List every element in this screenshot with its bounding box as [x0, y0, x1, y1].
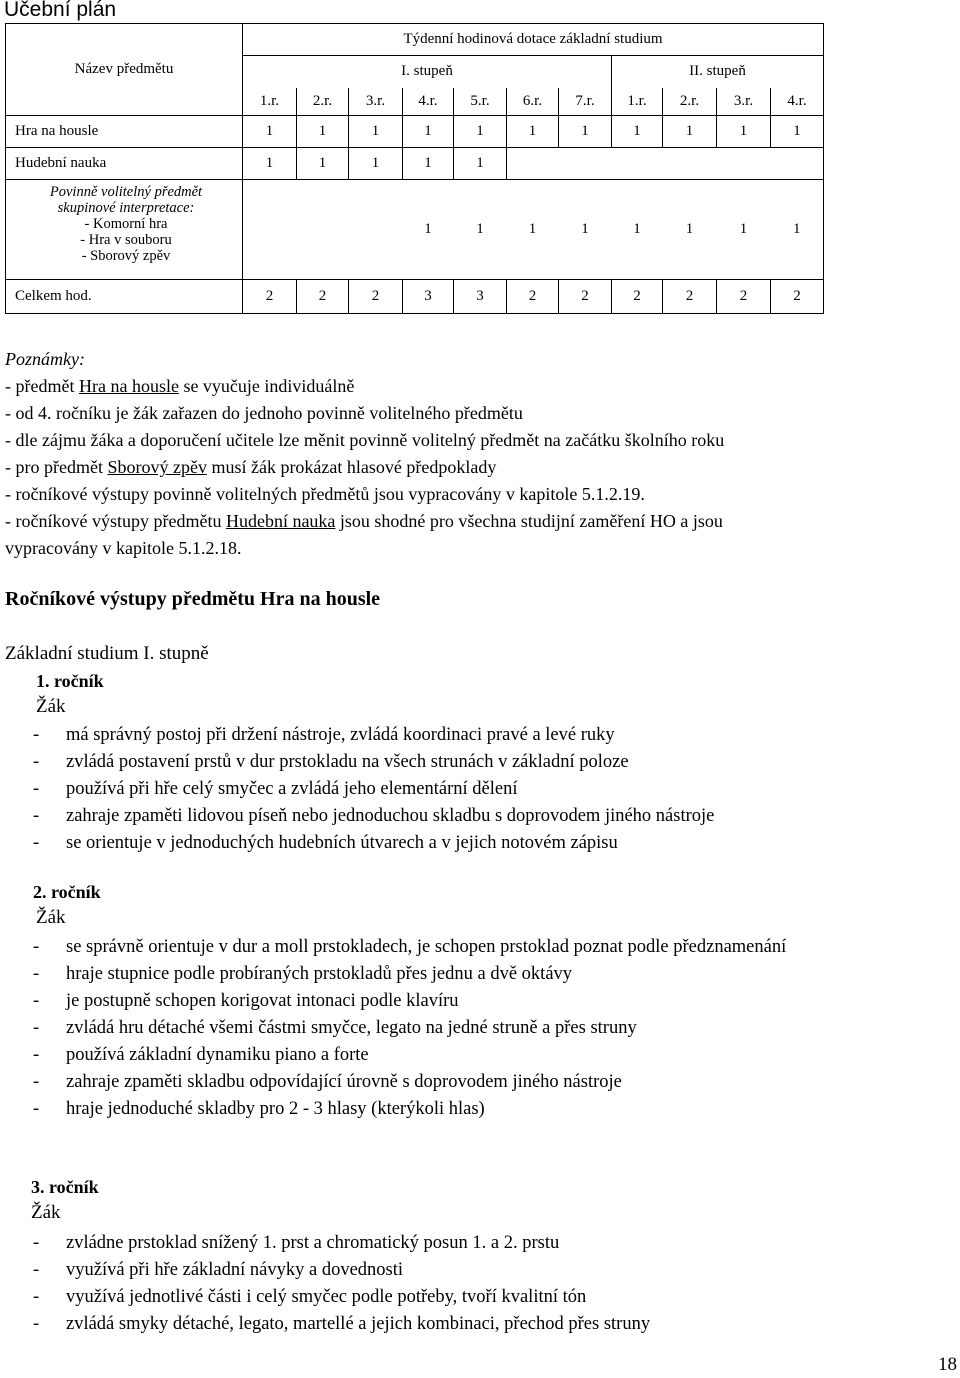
optional-item: - Sborový zpěv [81, 248, 171, 264]
optional-title-line2: skupinové interpretace: [57, 200, 195, 216]
table-cell: 1 [507, 180, 559, 280]
table-cell: 2 [559, 280, 612, 314]
table-cell: 2 [297, 280, 349, 314]
table-cell: 1 [454, 180, 507, 280]
note: - ročníkové výstupy povinně volitelných předmětů jsou vypracovány v kapitole 5.1.2.19. [5, 484, 645, 504]
table-cell [243, 180, 297, 280]
outcome-text: zvládá smyky détaché, legato, martellé a jejich kombinaci, přechod přes struny [66, 1314, 651, 1334]
note [5, 454, 724, 481]
table-cell: 1 [663, 180, 717, 280]
table-cell: 1 [612, 180, 663, 280]
note-text: jsou shodné pro všechna studijní zaměření HO a jsou [335, 511, 723, 531]
note [5, 373, 724, 400]
table-cell: 2 [771, 280, 824, 314]
table-row [6, 148, 824, 180]
outcome-text: zahraje zpaměti lidovou píseň nebo jednoduchou skladbu s doprovodem jiného nástroje [66, 806, 715, 826]
table-cell: 2 [612, 280, 663, 314]
stage1-header-cell [243, 56, 612, 88]
level-title: Základní studium I. stupně [5, 643, 209, 664]
list-item: - má správný postoj při držení nástroje, zvládá koordinaci pravé a levé ruky [33, 725, 615, 745]
table-cell: 1 [717, 116, 771, 148]
table-cell: 2 [507, 280, 559, 314]
stage1-header: I. stupeň [401, 63, 453, 80]
table-cell: 1 [507, 116, 559, 148]
outcome-text: se orientuje v jednoduchých hudebních útvarech a v jejich notovém zápisu [66, 833, 618, 853]
outcome-text: zvládá postavení prstů v dur prstokladu na všech strunách v základní poloze [66, 752, 629, 772]
note-text: - ročníkové výstupy předmětu [5, 511, 226, 531]
table-cell [663, 148, 717, 180]
year-heading: 2. ročník [33, 882, 101, 902]
table-row [6, 116, 824, 148]
outcome-text: se správně orientuje v dur a moll prstokladech, je schopen prstoklad poznat podle předznamenání [66, 937, 787, 957]
year-header: 5.r. [454, 88, 507, 116]
page-number: 18 [938, 1354, 957, 1375]
list-item: - využívá jednotlivé části i celý smyčec podle potřeby, tvoří kvalitní tón [33, 1287, 587, 1307]
dotace-header-cell [243, 24, 824, 56]
table-cell [559, 148, 612, 180]
stage2-header: II. stupeň [689, 63, 746, 80]
list-item: - zahraje zpaměti skladbu odpovídající úrovně s doprovodem jiného nástroje [33, 1072, 622, 1092]
table-cell: 1 [771, 116, 824, 148]
year-header: 6.r. [507, 88, 559, 116]
table-cell: 1 [612, 116, 663, 148]
list-item: - zvládá postavení prstů v dur prstokladu na všech strunách v základní poloze [33, 752, 629, 772]
table-cell: 3 [403, 280, 454, 314]
list-item: - zvládne prstoklad snížený 1. prst a chromatický posun 1. a 2. prstu [33, 1233, 560, 1253]
curriculum-table [5, 23, 824, 314]
note: - dle zájmu žáka a doporučení učitele lze měnit povinně volitelný předmět na začátku školního roku [5, 430, 725, 450]
outcome-text: používá základní dynamiku piano a forte [66, 1045, 369, 1065]
year-header: 3.r. [717, 88, 771, 116]
table-cell: 2 [663, 280, 717, 314]
table-cell: 1 [771, 180, 824, 280]
table-cell: 1 [297, 116, 349, 148]
table-cell: 1 [454, 148, 507, 180]
optional-title-line1: Povinně volitelný předmět [49, 184, 203, 200]
table-cell [507, 148, 559, 180]
pupil-label: Žák [31, 1202, 61, 1223]
total-label: Celkem hod. [6, 280, 243, 314]
year-header: 2.r. [297, 88, 349, 116]
list-item: - používá základní dynamiku piano a forte [33, 1045, 369, 1065]
table-cell: 1 [454, 116, 507, 148]
table-cell [771, 148, 824, 180]
table-cell: 1 [243, 116, 297, 148]
note [5, 508, 724, 535]
notes-section [5, 346, 724, 562]
outcome-text: využívá při hře základní návyky a dovednosti [66, 1260, 404, 1280]
notes-heading: Poznámky: [5, 349, 85, 369]
table-cell: 1 [717, 180, 771, 280]
pupil-label: Žák [36, 907, 66, 928]
table-cell: 1 [243, 148, 297, 180]
list-item: - se správně orientuje v dur a moll prstokladech, je schopen prstoklad poznat podle předznamenání [33, 937, 787, 957]
row-label: Hudební nauka [6, 148, 243, 180]
table-cell: 1 [663, 116, 717, 148]
note-text: musí žák prokázat hlasové předpoklady [206, 457, 497, 477]
table-cell: 3 [454, 280, 507, 314]
stage2-header-cell [612, 56, 824, 88]
outcome-text: má správný postoj při držení nástroje, zvládá koordinaci pravé a levé ruky [66, 725, 615, 745]
outcome-text: zvládne prstoklad snížený 1. prst a chromatický posun 1. a 2. prstu [66, 1233, 560, 1253]
optional-item: - Hra v souboru [80, 232, 172, 248]
outcome-text: využívá jednotlivé části i celý smyčec podle potřeby, tvoří kvalitní tón [66, 1287, 587, 1307]
note-text: se vyučuje individuálně [178, 376, 355, 396]
table-cell: 1 [559, 116, 612, 148]
outcome-text: používá při hře celý smyčec a zvládá jeho elementární dělení [66, 779, 518, 799]
table-cell: 1 [403, 148, 454, 180]
list-item: - používá při hře celý smyčec a zvládá jeho elementární dělení [33, 779, 518, 799]
table-cell [717, 148, 771, 180]
year-header: 2.r. [663, 88, 717, 116]
year-header: 7.r. [559, 88, 612, 116]
list-item: - zvládá smyky détaché, legato, martellé a jejich kombinaci, přechod přes struny [33, 1314, 651, 1334]
list-item: - se orientuje v jednoduchých hudebních útvarech a v jejich notovém zápisu [33, 833, 618, 853]
year-header: 3.r. [349, 88, 403, 116]
subject-link: Hudební nauka [225, 511, 336, 531]
pupil-label: Žák [36, 696, 66, 717]
list-item: - hraje stupnice podle probíraných prstokladů přes jednu a dvě oktávy [33, 964, 573, 984]
note: vypracovány v kapitole 5.1.2.18. [5, 538, 242, 558]
table-cell: 1 [403, 180, 454, 280]
note: - od 4. ročníku je žák zařazen do jednoho povinně volitelného předmětu [5, 403, 523, 423]
outcomes-title: Ročníkové výstupy předmětu Hra na housle [5, 588, 381, 610]
outcomes-list [0, 722, 886, 857]
outcome-text: hraje stupnice podle probíraných prstokladů přes jednu a dvě oktávy [66, 964, 573, 984]
table-cell: 1 [297, 148, 349, 180]
note-text: - předmět [5, 376, 79, 396]
list-item: - hraje jednoduché skladby pro 2 - 3 hlasy (kterýkoli hlas) [33, 1099, 485, 1119]
outcomes-list [0, 1230, 886, 1338]
year-heading: 3. ročník [31, 1177, 99, 1197]
table-cell [349, 180, 403, 280]
outcome-text: zvládá hru détaché všemi částmi smyčce, legato na jedné struně a přes struny [66, 1018, 637, 1038]
table-cell: 2 [243, 280, 297, 314]
list-item: - zvládá hru détaché všemi částmi smyčce, legato na jedné struně a přes struny [33, 1018, 637, 1038]
table-row-total [6, 280, 824, 314]
optional-item: - Komorní hra [84, 216, 168, 232]
table-cell: 2 [717, 280, 771, 314]
list-item: - využívá při hře základní návyky a dovednosti [33, 1260, 404, 1280]
table-cell: 1 [559, 180, 612, 280]
year-header: 4.r. [771, 88, 824, 116]
note-text: - pro předmět [5, 457, 108, 477]
year-header: 1.r. [612, 88, 663, 116]
table-cell: 1 [349, 116, 403, 148]
row-label: Hra na housle [6, 116, 243, 148]
outcome-text: zahraje zpaměti skladbu odpovídající úrovně s doprovodem jiného nástroje [66, 1072, 622, 1092]
year-heading: 1. ročník [36, 671, 104, 691]
subject-header: Název předmětu [74, 61, 174, 77]
table-cell: 2 [349, 280, 403, 314]
table-cell: 1 [349, 148, 403, 180]
optional-subject-cell [6, 180, 243, 280]
table-row [6, 180, 824, 280]
table-cell [612, 148, 663, 180]
outcomes-list [0, 934, 886, 1123]
subject-link: Sborový zpěv [107, 457, 207, 477]
document-title: Učební plán [4, 0, 117, 21]
list-item: - zahraje zpaměti lidovou píseň nebo jednoduchou skladbu s doprovodem jiného nástroje [33, 806, 715, 826]
subject-link: Hra na housle [78, 376, 179, 396]
year-header: 4.r. [403, 88, 454, 116]
dotace-header: Týdenní hodinová dotace základní studium [403, 31, 663, 47]
list-item: - je postupně schopen korigovat intonaci podle klavíru [33, 991, 459, 1011]
subject-header-cell [6, 24, 243, 116]
year-header: 1.r. [243, 88, 297, 116]
outcome-text: hraje jednoduché skladby pro 2 - 3 hlasy (kterýkoli hlas) [66, 1099, 485, 1119]
table-cell [297, 180, 349, 280]
outcome-text: je postupně schopen korigovat intonaci podle klavíru [66, 991, 459, 1011]
table-cell: 1 [403, 116, 454, 148]
